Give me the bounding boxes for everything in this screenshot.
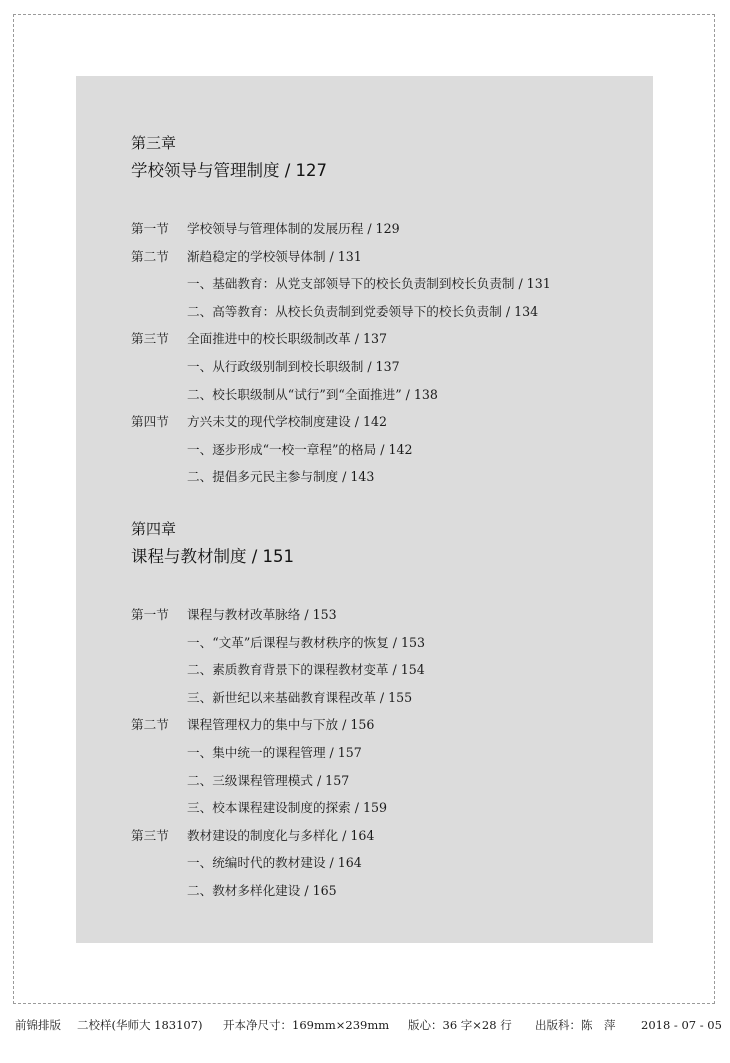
toc-subsection (131, 381, 551, 409)
section-number: 第三节 (131, 827, 169, 843)
chapter-title: 课程与教材制度 / 151 (131, 547, 295, 566)
section-number: 第三节 (131, 331, 169, 347)
footer-typesetter: 前锦排版 (15, 1018, 61, 1032)
subsection-title: 二、提倡多元民主参与制度 / 143 (187, 469, 375, 485)
footer-layout: 版心：36 字×28 行 (408, 1018, 512, 1032)
toc-subsection (131, 849, 425, 877)
footer-department: 出版科：陈 萍 (535, 1018, 616, 1032)
chapter-3-block (131, 133, 551, 491)
toc-subsection (131, 436, 551, 464)
toc-subsection (131, 877, 425, 905)
toc-subsection (131, 684, 425, 712)
subsection-title: 二、素质教育背景下的课程教材变革 / 154 (187, 662, 425, 678)
section-title: 学校领导与管理体制的发展历程 / 129 (187, 221, 400, 236)
toc-subsection (131, 463, 551, 491)
subsection-title: 二、教材多样化建设 / 165 (187, 882, 337, 898)
subsection-title: 一、“文革”后课程与教材秩序的恢复 / 153 (187, 634, 426, 650)
toc-subsection (131, 298, 551, 326)
section-title: 教材建设的制度化与多样化 / 164 (187, 827, 375, 843)
section-title: 全面推进中的校长职级制改革 / 137 (187, 331, 388, 347)
toc-section (131, 822, 425, 850)
subsection-title: 一、统编时代的教材建设 / 164 (187, 855, 362, 871)
toc-section (131, 711, 425, 739)
toc-subsection (131, 794, 425, 822)
subsection-title: 二、校长职级制从“试行”到“全面推进” / 138 (187, 386, 438, 402)
toc-panel (76, 76, 653, 943)
subsection-title: 一、集中统一的课程管理 / 157 (187, 744, 362, 760)
section-number: 第二节 (131, 248, 169, 264)
chapter-title: 学校领导与管理制度 / 127 (131, 161, 328, 180)
subsection-title: 二、三级课程管理模式 / 157 (187, 772, 350, 788)
toc-section (131, 601, 425, 629)
subsection-title: 一、从行政级别制到校长职级制 / 137 (187, 358, 400, 374)
section-title: 课程管理权力的集中与下放 / 156 (187, 717, 375, 733)
subsection-title: 一、逐步形成“一校一章程”的格局 / 142 (187, 441, 413, 457)
toc-subsection (131, 353, 551, 381)
footer-trim-size: 开本净尺寸：169mm×239mm (223, 1018, 390, 1032)
section-number: 第一节 (131, 221, 169, 236)
chapter-number: 第三章 (131, 134, 177, 152)
toc-entries (131, 215, 551, 491)
chapter-4-block (131, 519, 425, 905)
section-title: 渐趋稳定的学校领导体制 / 131 (187, 248, 362, 264)
subsection-title: 三、校本课程建设制度的探索 / 159 (187, 800, 388, 816)
proof-footer (15, 1016, 722, 1034)
toc-subsection (131, 767, 425, 795)
section-number: 第四节 (131, 414, 169, 430)
section-number: 第二节 (131, 717, 169, 733)
toc-subsection (131, 656, 425, 684)
toc-section (131, 408, 551, 436)
toc-entries (131, 601, 425, 905)
section-title: 方兴未艾的现代学校制度建设 / 142 (187, 414, 388, 430)
footer-proof: 二校样(华师大 183107) (77, 1018, 203, 1032)
toc-subsection (131, 629, 425, 657)
toc-subsection (131, 739, 425, 767)
subsection-title: 二、高等教育：从校长负责制到党委领导下的校长负责制 / 134 (187, 303, 539, 319)
subsection-title: 三、新世纪以来基础教育课程改革 / 155 (187, 689, 413, 705)
toc-subsection (131, 270, 551, 298)
section-title: 课程与教材改革脉络 / 153 (187, 607, 337, 622)
toc-section (131, 325, 551, 353)
footer-date: 2018 - 07 - 05 (641, 1018, 722, 1032)
toc-section (131, 215, 551, 243)
section-number: 第一节 (131, 607, 169, 622)
toc-section (131, 243, 551, 271)
subsection-title: 一、基础教育：从党支部领导下的校长负责制到校长负责制 / 131 (187, 276, 551, 292)
chapter-number: 第四章 (131, 520, 177, 538)
